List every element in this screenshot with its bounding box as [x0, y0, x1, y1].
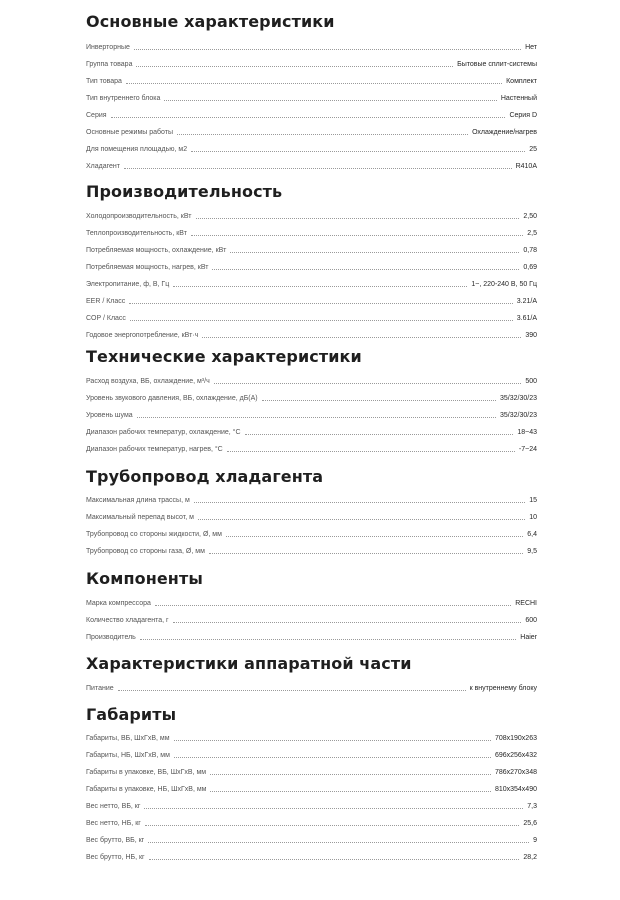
spec-label: Потребляемая мощность, нагрев, кВт	[86, 264, 209, 271]
spec-row	[86, 493, 537, 505]
spec-label: Вес брутто, НБ, кг	[86, 854, 145, 861]
spec-row	[86, 850, 537, 862]
spec-value: 0,78	[523, 247, 537, 254]
spec-value: 7,3	[527, 803, 537, 810]
dotted-leader	[212, 269, 519, 270]
dotted-leader	[227, 451, 515, 452]
spec-row	[86, 425, 537, 437]
dotted-leader	[148, 842, 529, 843]
spec-row	[86, 527, 537, 539]
spec-row	[86, 142, 537, 154]
spec-row	[86, 40, 537, 52]
spec-label: Марка компрессора	[86, 600, 151, 607]
spec-label: Уровень шума	[86, 412, 133, 419]
spec-label: Питание	[86, 685, 114, 692]
spec-value: Haier	[520, 634, 537, 641]
spec-value: Комплект	[506, 78, 537, 85]
spec-value: -7~24	[518, 446, 537, 453]
spec-value: 500	[525, 378, 537, 385]
dotted-leader	[174, 740, 491, 741]
dotted-leader	[202, 337, 521, 338]
spec-value: 786x270x348	[494, 769, 537, 776]
spec-row	[86, 277, 537, 289]
section-title-main: Основные характеристики	[86, 12, 335, 31]
spec-row	[86, 596, 537, 608]
dotted-leader	[130, 320, 513, 321]
dotted-leader	[191, 235, 523, 236]
spec-value: 18~43	[517, 429, 537, 436]
spec-row	[86, 209, 537, 221]
spec-value: 600	[525, 617, 537, 624]
dotted-leader	[129, 303, 512, 304]
spec-row	[86, 544, 537, 556]
dotted-leader	[149, 859, 520, 860]
spec-label: Тип внутреннего блока	[86, 95, 161, 102]
spec-row	[86, 613, 537, 625]
spec-value: 25,6	[523, 820, 537, 827]
spec-label: EER / Класс	[86, 298, 126, 305]
spec-row	[86, 260, 537, 272]
spec-label: Габариты, ВБ, ШхГхВ, мм	[86, 735, 170, 742]
dotted-leader	[245, 434, 514, 435]
spec-value: 708x190x263	[494, 735, 537, 742]
spec-row	[86, 408, 537, 420]
spec-label: Инверторные	[86, 44, 130, 51]
dotted-leader	[177, 134, 468, 135]
dotted-leader	[214, 383, 522, 384]
spec-row	[86, 765, 537, 777]
dotted-leader	[198, 519, 525, 520]
spec-row	[86, 391, 537, 403]
spec-value: 35/32/30/23	[500, 412, 537, 419]
section-title-piping: Трубопровод хладагента	[86, 467, 324, 486]
dotted-leader	[136, 66, 453, 67]
spec-label: Электропитание, ф, В, Гц	[86, 281, 170, 288]
spec-row	[86, 510, 537, 522]
spec-row	[86, 226, 537, 238]
dotted-leader	[124, 168, 512, 169]
spec-value: 6,4	[527, 531, 537, 538]
spec-row	[86, 57, 537, 69]
spec-value: 9,5	[527, 548, 537, 555]
dotted-leader	[144, 808, 523, 809]
dotted-leader	[137, 417, 496, 418]
section-title-hardware: Характеристики аппаратной части	[86, 654, 412, 673]
spec-value: 1~, 220-240 В, 50 Гц	[471, 281, 537, 288]
spec-label: Теплопроизводительность, кВт	[86, 230, 187, 237]
dotted-leader	[226, 536, 523, 537]
spec-value: 390	[525, 332, 537, 339]
spec-label: Вес нетто, ВБ, кг	[86, 803, 141, 810]
spec-row	[86, 91, 537, 103]
spec-label: Диапазон рабочих температур, охлаждение, °С	[86, 429, 241, 436]
dotted-leader	[140, 639, 516, 640]
dotted-leader	[126, 83, 502, 84]
dotted-leader	[210, 791, 490, 792]
section-title-technical: Технические характеристики	[86, 347, 362, 366]
dotted-leader	[145, 825, 520, 826]
spec-label: Хладагент	[86, 163, 120, 170]
spec-label: Максимальная длина трассы, м	[86, 497, 190, 504]
dotted-leader	[262, 400, 496, 401]
spec-row	[86, 816, 537, 828]
spec-label: Производитель	[86, 634, 136, 641]
spec-row	[86, 328, 537, 340]
spec-label: Группа товара	[86, 61, 133, 68]
spec-label: Трубопровод со стороны жидкости, Ø, мм	[86, 531, 222, 538]
spec-value: 28,2	[523, 854, 537, 861]
spec-label: Габариты, НБ, ШхГхВ, мм	[86, 752, 170, 759]
spec-value: RECHI	[515, 600, 537, 607]
section-title-dimensions: Габариты	[86, 705, 177, 724]
spec-label: Потребляемая мощность, охлаждение, кВт	[86, 247, 227, 254]
spec-row	[86, 125, 537, 137]
spec-row	[86, 311, 537, 323]
spec-label: Для помещения площадью, м2	[86, 146, 188, 153]
spec-value: 0,69	[523, 264, 537, 271]
spec-value: 696x256x432	[494, 752, 537, 759]
spec-label: Тип товара	[86, 78, 122, 85]
spec-value: Бытовые сплит-системы	[457, 61, 537, 68]
spec-value: 2,50	[523, 213, 537, 220]
dotted-leader	[174, 757, 491, 758]
spec-label: Годовое энергопотребление, кВт·ч	[86, 332, 199, 339]
spec-label: Максимальный перепад высот, м	[86, 514, 194, 521]
spec-value: Настенный	[500, 95, 537, 102]
dotted-leader	[173, 286, 467, 287]
dotted-leader	[196, 218, 520, 219]
spec-value: 25	[529, 146, 537, 153]
spec-value: 35/32/30/23	[500, 395, 537, 402]
spec-label: Расход воздуха, ВБ, охлаждение, м³/ч	[86, 378, 210, 385]
spec-value: 2,5	[527, 230, 537, 237]
spec-value: 15	[529, 497, 537, 504]
dotted-leader	[164, 100, 496, 101]
spec-row	[86, 159, 537, 171]
spec-row	[86, 681, 537, 693]
spec-value: 3.21/A	[516, 298, 537, 305]
spec-row	[86, 243, 537, 255]
spec-value: Серия D	[509, 112, 537, 119]
dotted-leader	[155, 605, 511, 606]
dotted-leader	[210, 774, 491, 775]
dotted-leader	[173, 622, 522, 623]
spec-row	[86, 731, 537, 743]
spec-row	[86, 799, 537, 811]
spec-label: Вес нетто, НБ, кг	[86, 820, 141, 827]
spec-label: Трубопровод со стороны газа, Ø, мм	[86, 548, 205, 555]
spec-label: COP / Класс	[86, 315, 126, 322]
spec-value: 10	[529, 514, 537, 521]
spec-label: Холодопроизводительность, кВт	[86, 213, 192, 220]
spec-value: Нет	[525, 44, 537, 51]
dotted-leader	[191, 151, 525, 152]
spec-label: Вес брутто, ВБ, кг	[86, 837, 145, 844]
section-title-performance: Производительность	[86, 182, 283, 201]
spec-value: 9	[533, 837, 537, 844]
dotted-leader	[111, 117, 506, 118]
spec-label: Уровень звукового давления, ВБ, охлаждение, дБ(А)	[86, 395, 258, 402]
spec-row	[86, 748, 537, 760]
spec-value: Охлаждение/нагрев	[472, 129, 537, 136]
spec-label: Серия	[86, 112, 107, 119]
spec-row	[86, 74, 537, 86]
spec-row	[86, 294, 537, 306]
spec-row	[86, 833, 537, 845]
spec-value: 3.61/A	[516, 315, 537, 322]
dotted-leader	[209, 553, 523, 554]
spec-row	[86, 630, 537, 642]
dotted-leader	[194, 502, 525, 503]
spec-value: 810x354x490	[494, 786, 537, 793]
spec-value: к внутреннему блоку	[469, 685, 537, 692]
dotted-leader	[230, 252, 519, 253]
spec-row	[86, 442, 537, 454]
spec-row	[86, 374, 537, 386]
spec-label: Габариты в упаковке, ВБ, ШхГхВ, мм	[86, 769, 207, 776]
spec-row	[86, 108, 537, 120]
spec-label: Количество хладагента, г	[86, 617, 169, 624]
spec-row	[86, 782, 537, 794]
dotted-leader	[118, 690, 466, 691]
spec-label: Габариты в упаковке, НБ, ШхГхВ, мм	[86, 786, 207, 793]
spec-label: Диапазон рабочих температур, нагрев, °С	[86, 446, 223, 453]
dotted-leader	[134, 49, 521, 50]
spec-value: R410A	[515, 163, 537, 170]
spec-label: Основные режимы работы	[86, 129, 174, 136]
section-title-components: Компоненты	[86, 569, 203, 588]
